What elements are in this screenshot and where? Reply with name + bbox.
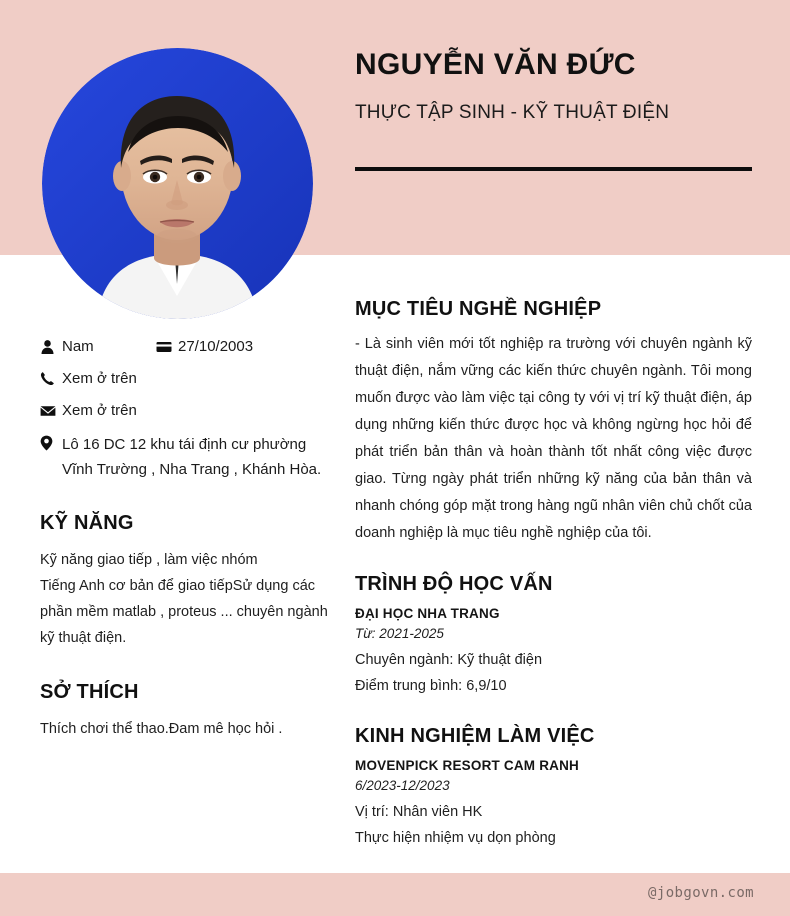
- envelope-icon: [40, 400, 62, 420]
- education-period: Từ: 2021-2025: [355, 626, 444, 641]
- experience-company: MOVENPICK RESORT CAM RANH: [355, 758, 580, 773]
- section-heading-education: TRÌNH ĐỘ HỌC VẤN: [355, 573, 553, 595]
- section-heading-hobbies: SỞ THÍCH: [40, 681, 139, 703]
- experience-position: Vị trí: Nhân viên HK: [355, 804, 483, 820]
- header-divider: [355, 167, 752, 171]
- gender-value: Nam: [62, 338, 94, 355]
- objective-text: - Là sinh viên mới tốt nghiệp ra trường với chuyên ngành kỹ thuật điện, nắm vững các kiến thức chuyên ngành. Tôi mong muốn được vào làm việc tại công ty với vị trí kỹ thuật điện, áp dụng những kiến thức được học và không ngừng học hỏi để phát triển bản thân và hoàn thành tốt nhất công việc được giao. Từng ngày phát triển những kỹ năng của bản thân và nhanh chóng góp mặt trong hàng ngũ nhân viên chủ chốt của doanh nghiệp là mục tiêu nghề nghiệp của tôi.: [355, 336, 752, 541]
- contact-gender: [40, 336, 156, 358]
- contact-row: [40, 368, 330, 390]
- address-value: Lô 16 DC 12 khu tái định cư phường Vĩnh Trường , Nha Trang , Khánh Hòa.: [62, 436, 322, 478]
- section-heading-skills: KỸ NĂNG: [40, 512, 134, 534]
- section-heading-experience: KINH NGHIỆM LÀM VIỆC: [355, 725, 595, 747]
- person-icon: [40, 336, 62, 356]
- education-school: ĐẠI HỌC NHA TRANG: [355, 606, 500, 621]
- left-column: [40, 336, 330, 742]
- location-pin-icon: [40, 432, 62, 452]
- education-gpa: Điểm trung bình: 6,9/10: [355, 678, 507, 694]
- section-heading-objective: MỤC TIÊU NGHỀ NGHIỆP: [355, 298, 602, 320]
- contact-row: [40, 400, 330, 422]
- job-role: THỰC TẬP SINH - KỸ THUẬT ĐIỆN: [355, 101, 670, 123]
- calendar-icon: [156, 336, 178, 356]
- portrait-photo-icon: [42, 48, 313, 319]
- education-block: [355, 573, 752, 699]
- contact-row: [40, 432, 330, 482]
- contact-list: [40, 336, 330, 482]
- experience-duty: Thực hiện nhiệm vụ dọn phòng: [355, 830, 556, 846]
- education-major: Chuyên ngành: Kỹ thuật điện: [355, 652, 543, 668]
- footer-watermark: @jobgovn.com: [648, 885, 754, 901]
- hobbies-text: Thích chơi thể thao.Đam mê học hỏi .: [40, 721, 283, 737]
- experience-block: [355, 725, 752, 851]
- phone-icon: [40, 368, 62, 388]
- contact-birthdate: [156, 336, 253, 358]
- email-value: Xem ở trên: [62, 402, 137, 419]
- page-title: NGUYỄN VĂN ĐỨC: [355, 48, 636, 81]
- phone-value: Xem ở trên: [62, 370, 137, 387]
- skills-line-2: Tiếng Anh cơ bản để giao tiếpSử dụng các phần mềm matlab , proteus ... chuyên ngành kỹ thuật điện.: [40, 578, 328, 646]
- contact-row: [40, 336, 330, 358]
- right-column: [355, 298, 752, 851]
- skills-line-1: Kỹ năng giao tiếp , làm việc nhóm: [40, 552, 258, 568]
- avatar: [42, 48, 313, 319]
- experience-period: 6/2023-12/2023: [355, 778, 450, 793]
- birthdate-value: 27/10/2003: [178, 338, 254, 355]
- header-text-block: [355, 48, 755, 124]
